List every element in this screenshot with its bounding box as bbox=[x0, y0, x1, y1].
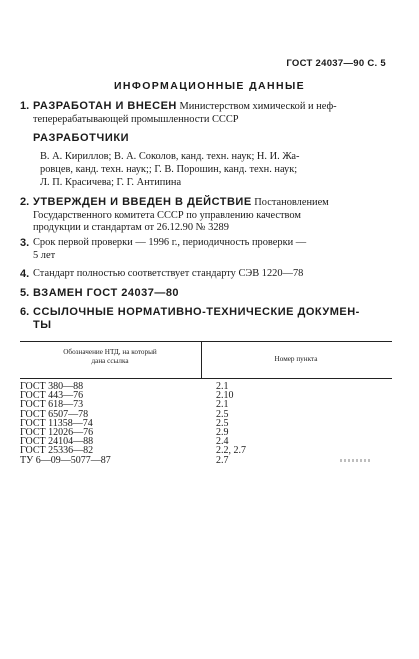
developers-list bbox=[40, 151, 392, 189]
scan-smudge bbox=[340, 459, 370, 462]
column-header-document-line-1: Обозначение НТД, на который bbox=[63, 348, 157, 356]
section-2-text-3: продукции и стандартам от 26.12.90 № 3289 bbox=[33, 222, 229, 234]
developers-line-1: В. А. Кириллов; В. А. Соколов, канд. техн. наук; Н. И. Жа- bbox=[40, 151, 300, 162]
table-cell-document: ГОСТ 443—76 bbox=[20, 390, 84, 402]
section-number: 1. bbox=[20, 100, 30, 112]
section-number: 3. bbox=[20, 237, 30, 249]
document-title: ИНФОРМАЦИОННЫЕ ДАННЫЕ bbox=[113, 80, 306, 92]
table-header-rule bbox=[20, 378, 392, 379]
table-cell-document: ТУ 6—09—5077—87 bbox=[20, 454, 111, 466]
table-cell-clause: 2.1 bbox=[216, 399, 229, 411]
table-cell-document: ГОСТ 25336—82 bbox=[20, 445, 94, 457]
table-cell-clause: 2.10 bbox=[216, 390, 234, 402]
references-table bbox=[20, 341, 392, 465]
section-number: 5. bbox=[20, 287, 30, 299]
table-cell-clause: 2.7 bbox=[216, 454, 229, 466]
table-cell-document: ГОСТ 24104—88 bbox=[20, 436, 94, 448]
section-4-text: Стандарт полностью соответствует стандарту СЭВ 1220—78 bbox=[33, 268, 304, 279]
section-4 bbox=[20, 268, 392, 281]
section-2-heading: УТВЕРЖДЕН И ВВЕДЕН В ДЕЙСТВИЕ bbox=[33, 196, 252, 208]
column-header-document bbox=[30, 348, 190, 366]
section-3-line-1: Срок первой проверки — 1996 г., периодичность проверки — bbox=[33, 237, 307, 248]
section-3 bbox=[20, 237, 392, 262]
table-top-rule bbox=[20, 341, 392, 342]
table-cell-clause: 2.2, 2.7 bbox=[216, 445, 246, 457]
section-number: 6. bbox=[20, 306, 30, 318]
section-6 bbox=[20, 306, 392, 331]
section-6-heading-2: ТЫ bbox=[33, 318, 52, 331]
table-cell-clause: 2.9 bbox=[216, 426, 229, 438]
section-3-line-2: 5 лет bbox=[33, 249, 56, 261]
section-2-text-2: Государственного комитета СССР по управлению качеством bbox=[33, 209, 301, 221]
section-number: 4. bbox=[20, 268, 30, 280]
section-1-line-1 bbox=[33, 100, 392, 114]
table-cell-clause: 2.5 bbox=[216, 417, 229, 429]
section-2-text-1: Постановлением bbox=[254, 197, 329, 208]
table-cell-clause: 2.4 bbox=[216, 436, 229, 448]
table-cell-document: ГОСТ 12026—76 bbox=[20, 426, 94, 438]
section-number: 2. bbox=[20, 196, 30, 208]
column-header-document-line-2: дана ссылка bbox=[91, 357, 129, 365]
column-header-clause: Номер пункта bbox=[274, 355, 318, 363]
table-cell-document: ГОСТ 6507—78 bbox=[20, 408, 89, 420]
section-1-text-2: теперерабатывающей промышленности СССР bbox=[33, 113, 239, 125]
section-5-heading: ВЗАМЕН ГОСТ 24037—80 bbox=[33, 287, 180, 299]
table-cell-clause: 2.5 bbox=[216, 408, 229, 420]
table-column-divider bbox=[201, 341, 202, 378]
table-cell-document: ГОСТ 11358—74 bbox=[20, 417, 93, 429]
developers-line-2: ровцев, канд. техн. наук;; Г. В. Порошин, канд. техн. наук; bbox=[40, 163, 298, 175]
section-2 bbox=[20, 196, 392, 235]
page-header: ГОСТ 24037—90 С. 5 bbox=[286, 58, 386, 69]
section-5 bbox=[20, 287, 392, 300]
developers-heading: РАЗРАБОТЧИКИ bbox=[33, 132, 130, 144]
section-2-line-1 bbox=[33, 196, 392, 210]
section-1 bbox=[20, 100, 392, 126]
section-1-heading: РАЗРАБОТАН И ВНЕСЕН bbox=[33, 100, 177, 112]
section-6-heading-1: ССЫЛОЧНЫЕ НОРМАТИВНО-ТЕХНИЧЕСКИЕ ДОКУМЕН- bbox=[33, 306, 360, 318]
table-cell-clause: 2.1 bbox=[216, 381, 229, 392]
developers-line-3: Л. П. Красичева; Г. Г. Антипина bbox=[40, 176, 182, 188]
table-cell-document: ГОСТ 618—73 bbox=[20, 399, 84, 411]
table-cell-document: ГОСТ 380—88 bbox=[20, 381, 84, 392]
section-1-text-1: Министерством химической и неф- bbox=[179, 101, 337, 112]
